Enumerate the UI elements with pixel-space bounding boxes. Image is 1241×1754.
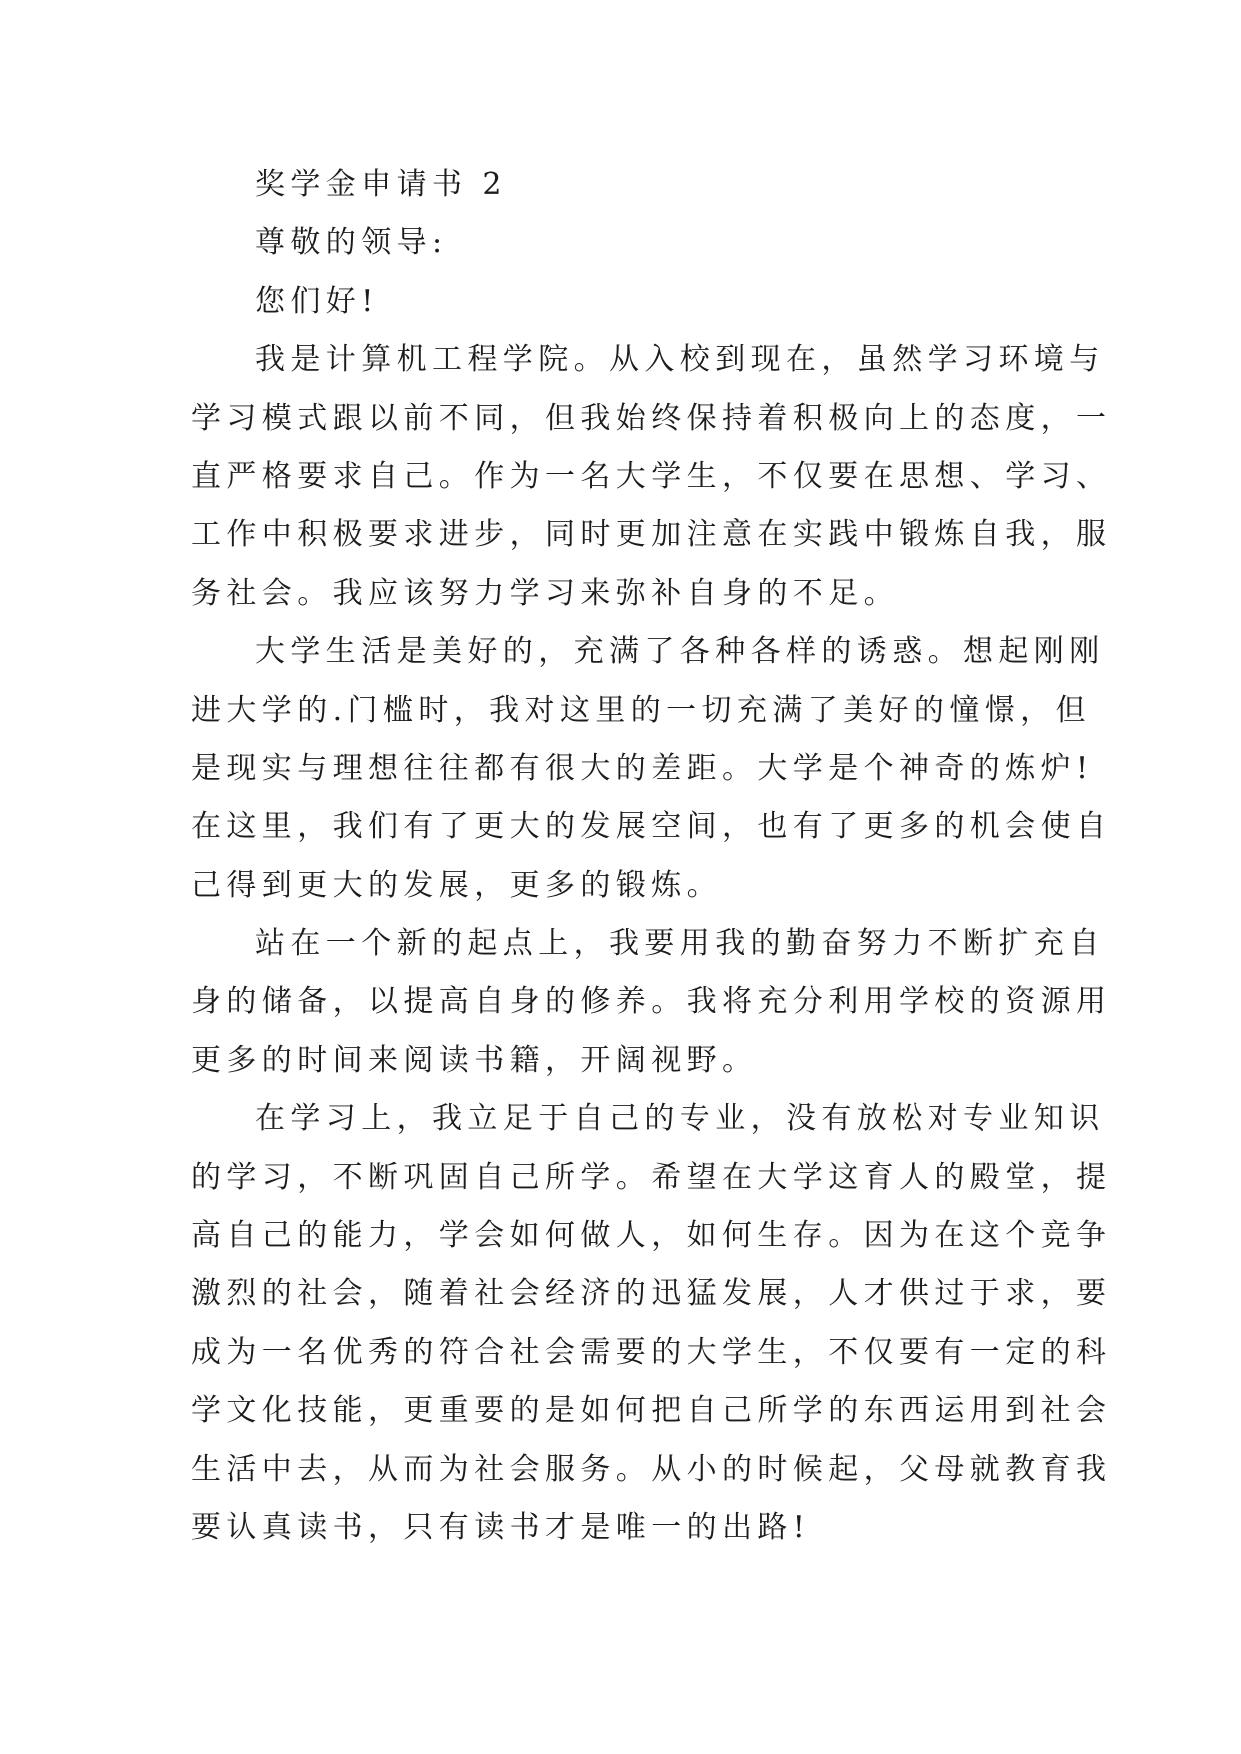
paragraph-line: 在学习上，我立足于自己的专业，没有放松对专业知识 <box>255 1101 1105 1137</box>
paragraph-line: 的学习，不断巩固自己所学。希望在大学这育人的殿堂，提 <box>191 1159 1112 1195</box>
paragraph-line: 务社会。我应该努力学习来弥补自身的不足。 <box>191 575 899 611</box>
paragraph-line: 激烈的社会，随着社会经济的迅猛发展，人才供过于求，要 <box>191 1276 1112 1312</box>
paragraph-line: 要认真读书，只有读书才是唯一的出路! <box>191 1509 811 1545</box>
paragraph-line: 学习模式跟以前不同，但我始终保持着积极向上的态度，一 <box>191 400 1112 436</box>
paragraph-line: 更多的时间来阅读书籍，开阔视野。 <box>191 1042 758 1078</box>
paragraph-line: 高自己的能力，学会如何做人，如何生存。因为在这个竞争 <box>191 1218 1112 1254</box>
paragraph-line: 己得到更大的发展，更多的锻炼。 <box>191 867 722 903</box>
paragraph-line: 是现实与理想往往都有很大的差距。大学是个神奇的炼炉! <box>191 750 1094 786</box>
salutation: 尊敬的领导: <box>255 225 448 261</box>
paragraph-line: 成为一名优秀的符合社会需要的大学生，不仅要有一定的科 <box>191 1334 1112 1370</box>
paragraph-line: 大学生活是美好的，充满了各种各样的诱惑。想起刚刚 <box>255 634 1105 670</box>
paragraph-line: 站在一个新的起点上，我要用我的勤奋努力不断扩充自 <box>255 926 1105 962</box>
document-body <box>191 156 1112 1557</box>
paragraph-line: 我是计算机工程学院。从入校到现在，虽然学习环境与 <box>255 342 1105 378</box>
paragraph-line: 进大学的.门槛时，我对这里的一切充满了美好的憧憬，但 <box>191 692 1091 728</box>
document-title: 奖学金申请书 2 <box>255 167 507 202</box>
paragraph-line: 在这里，我们有了更大的发展空间，也有了更多的机会使自 <box>191 809 1112 845</box>
paragraph-line: 学文化技能，更重要的是如何把自己所学的东西运用到社会 <box>191 1393 1112 1429</box>
paragraph-line: 工作中积极要求进步，同时更加注意在实践中锻炼自我，服 <box>191 517 1112 553</box>
greeting: 您们好! <box>255 283 379 319</box>
paragraph-line: 直严格要求自己。作为一名大学生，不仅要在思想、学习、 <box>191 458 1112 494</box>
paragraph-line: 身的储备，以提高自身的修养。我将充分利用学校的资源用 <box>191 984 1112 1020</box>
paragraph-line: 生活中去，从而为社会服务。从小的时候起，父母就教育我 <box>191 1451 1112 1487</box>
